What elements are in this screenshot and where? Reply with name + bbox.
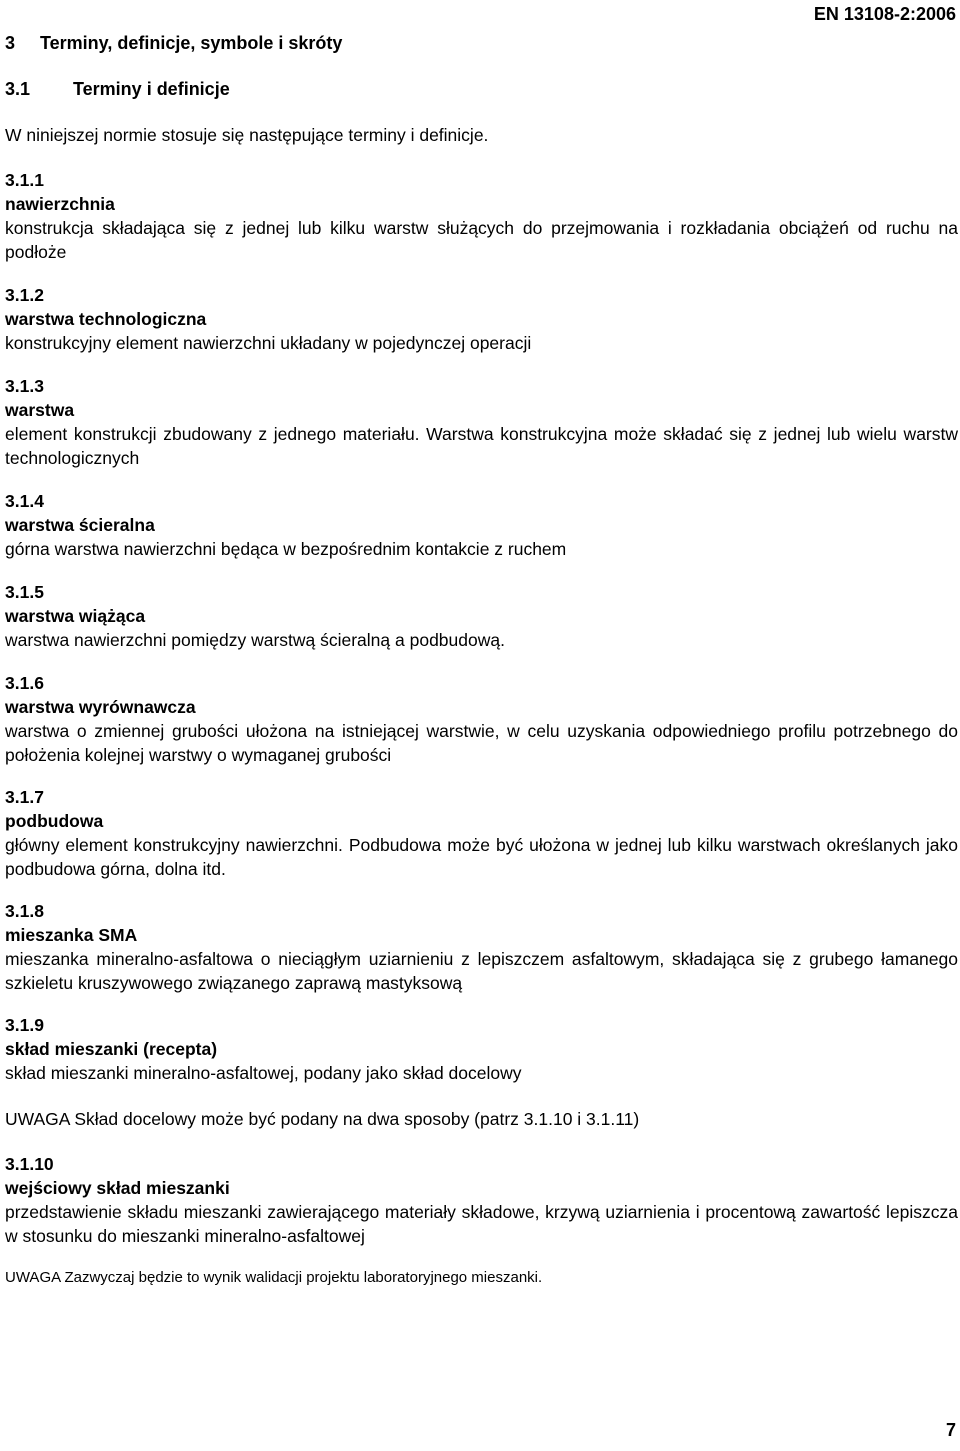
term-number: 3.1.2	[5, 285, 44, 305]
term-number: 3.1.10	[5, 1154, 54, 1174]
term-number: 3.1.8	[5, 901, 44, 921]
term-name: warstwa wyrównawcza	[5, 697, 196, 717]
term-name: skład mieszanki (recepta)	[5, 1039, 218, 1059]
section-heading	[5, 31, 958, 55]
subsection-number: 3.1	[5, 79, 31, 99]
term-number: 3.1.7	[5, 787, 44, 807]
subsection-heading	[5, 77, 958, 101]
section-number: 3	[5, 33, 16, 53]
term-definition: warstwa nawierzchni pomiędzy warstwą ścieralną a podbudową.	[5, 630, 505, 650]
term-name: warstwa wiążąca	[5, 606, 146, 626]
term-definition: warstwa o zmiennej grubości ułożona na istniejącej warstwie, w celu uzyskania odpowiedniego profilu potrzebnego do położenia kolejnej warstwy o wymaganej grubości	[5, 721, 958, 765]
term-definition: przedstawienie składu mieszanki zawierającego materiały składowe, krzywą uziarnienia i procentową zawartość lepiszcza w stosunku do mieszanki mineralno-asfaltowej	[5, 1202, 958, 1246]
term-entry	[5, 1152, 958, 1248]
term-entry	[5, 489, 958, 561]
term-entry	[5, 580, 958, 652]
term-number: 3.1.1	[5, 170, 44, 190]
term-definition: główny element konstrukcyjny nawierzchni. Podbudowa może być ułożona w jednej lub kilku warstwach określanych jako podbudowa górna, dolna itd.	[5, 835, 958, 879]
term-name: warstwa technologiczna	[5, 309, 207, 329]
term-number: 3.1.3	[5, 376, 44, 396]
term-name: nawierzchnia	[5, 194, 115, 214]
term-name: wejściowy skład mieszanki	[5, 1178, 230, 1198]
term-entry	[5, 671, 958, 767]
page-number: 7	[945, 1420, 956, 1440]
subsection-title: Terminy i definicje	[73, 79, 230, 99]
term-entry	[5, 1013, 958, 1085]
term-definition: element konstrukcji zbudowany z jednego materiału. Warstwa konstrukcyjna może składać się z jednej lub wielu warstw technologicznych	[5, 424, 958, 468]
term-note: UWAGA Skład docelowy może być podany na dwa sposoby (patrz 3.1.10 i 3.1.11)	[5, 1109, 640, 1129]
term-definition: konstrukcja składająca się z jednej lub kilku warstw służących do przejmowania i rozkładania obciążeń od ruchu na podłoże	[5, 218, 958, 262]
term-name: warstwa ścieralna	[5, 515, 155, 535]
term-name: warstwa	[5, 400, 75, 420]
term-entry	[5, 374, 958, 470]
term-number: 3.1.9	[5, 1015, 44, 1035]
term-definition: skład mieszanki mineralno-asfaltowej, podany jako skład docelowy	[5, 1063, 522, 1083]
term-number: 3.1.5	[5, 582, 44, 602]
term-entry	[5, 283, 958, 355]
term-note: UWAGA Zazwyczaj będzie to wynik walidacji projektu laboratoryjnego mieszanki.	[5, 1269, 543, 1286]
term-name: podbudowa	[5, 811, 104, 831]
section-title: Terminy, definicje, symbole i skróty	[40, 33, 343, 53]
term-entry	[5, 168, 958, 264]
term-name: mieszanka SMA	[5, 925, 138, 945]
term-entry	[5, 899, 958, 995]
term-definition: mieszanka mineralno-asfaltowa o nieciągłym uziarnieniu z lepiszczem asfaltowym, składająca się z grubego łamanego szkieletu kruszywowego związanego zaprawą mastyksową	[5, 949, 958, 993]
term-number: 3.1.6	[5, 673, 44, 693]
term-definition: górna warstwa nawierzchni będąca w bezpośrednim kontakcie z ruchem	[5, 539, 567, 559]
term-number: 3.1.4	[5, 491, 44, 511]
document-code: EN 13108-2:2006	[813, 4, 956, 24]
intro-paragraph: W niniejszej normie stosuje się następujące terminy i definicje.	[5, 125, 489, 145]
term-entry	[5, 785, 958, 881]
term-definition: konstrukcyjny element nawierzchni układany w pojedynczej operacji	[5, 333, 532, 353]
